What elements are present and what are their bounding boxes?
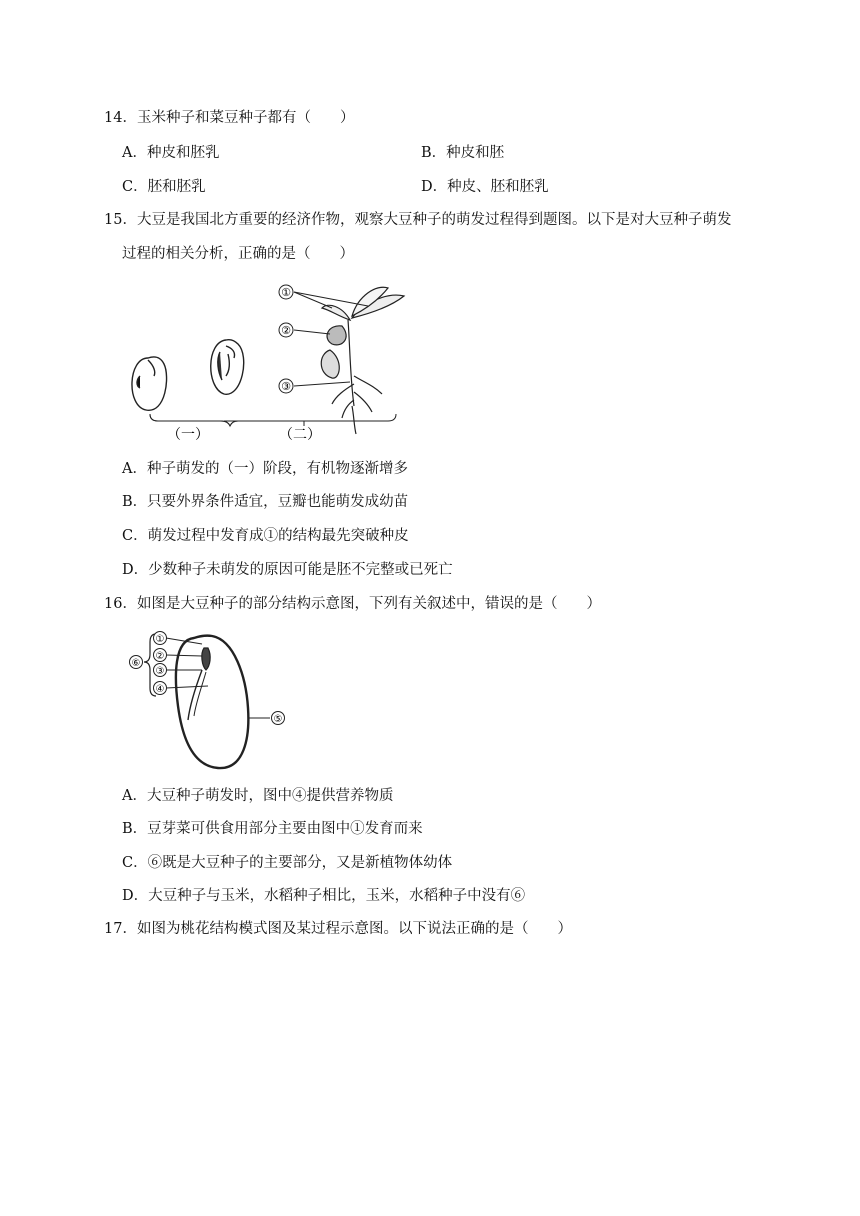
brace-line-1 [150, 414, 230, 426]
seedling [321, 287, 404, 434]
question-15-stem-line1: 15．大豆是我国北方重要的经济作物，观察大豆种子的萌发过程得到题图。以下是对大豆种子萌发 [104, 212, 732, 228]
question-16-stem: 16．如图是大豆种子的部分结构示意图，下列有关叙述中，错误的是（ ） [104, 596, 601, 612]
stage-2-label: （二） [279, 427, 321, 443]
seed-stage-2 [211, 340, 244, 395]
seed-label-2: ② [155, 651, 165, 662]
q15-option-a: A．种子萌发的（一）阶段，有机物逐渐增多 [122, 461, 408, 477]
seed-label-1: ① [155, 634, 165, 645]
soybean-seed-structure-figure [122, 626, 302, 776]
seed-label-6: ⑥ [131, 658, 141, 669]
q16-option-a: A．大豆种子萌发时，图中④提供营养物质 [122, 788, 394, 804]
q14-option-b: B．种皮和胚 [421, 145, 505, 161]
q16-option-b: B．豆芽菜可供食用部分主要由图中①发育而来 [122, 821, 423, 837]
question-15-stem-line2: 过程的相关分析，正确的是（ ） [122, 246, 354, 262]
q15-option-b: B．只要外界条件适宜，豆瓣也能萌发成幼苗 [122, 494, 409, 510]
brace-line-2 [230, 414, 396, 426]
label-2: ② [281, 324, 291, 337]
seed-stage-1 [132, 357, 167, 410]
q14-option-c: C．胚和胚乳 [122, 179, 206, 195]
q15-option-d: D．少数种子未萌发的原因可能是胚不完整或已死亡 [122, 562, 453, 578]
q16-option-d: D．大豆种子与玉米，水稻种子相比，玉米，水稻种子中没有⑥ [122, 888, 526, 904]
seed-label-3: ③ [155, 666, 165, 677]
q15-option-c: C．萌发过程中发育成①的结构最先突破种皮 [122, 528, 409, 544]
label-1: ① [281, 286, 291, 299]
stage-1-label: （一） [167, 427, 209, 443]
label-3: ③ [281, 380, 291, 393]
q14-option-a: A．种皮和胚乳 [122, 145, 220, 161]
q14-option-d: D．种皮、胚和胚乳 [421, 179, 549, 195]
seed-label-4: ④ [155, 684, 165, 695]
soybean-germination-figure [118, 276, 418, 446]
question-14-stem: 14．玉米种子和菜豆种子都有（ ） [104, 110, 355, 126]
question-17-stem: 17．如图为桃花结构模式图及某过程示意图。以下说法正确的是（ ） [104, 921, 572, 937]
seed-label-5: ⑤ [273, 714, 283, 725]
q16-option-c: C．⑥既是大豆种子的主要部分，又是新植物体幼体 [122, 855, 453, 871]
brace-stage-1 [150, 414, 238, 426]
